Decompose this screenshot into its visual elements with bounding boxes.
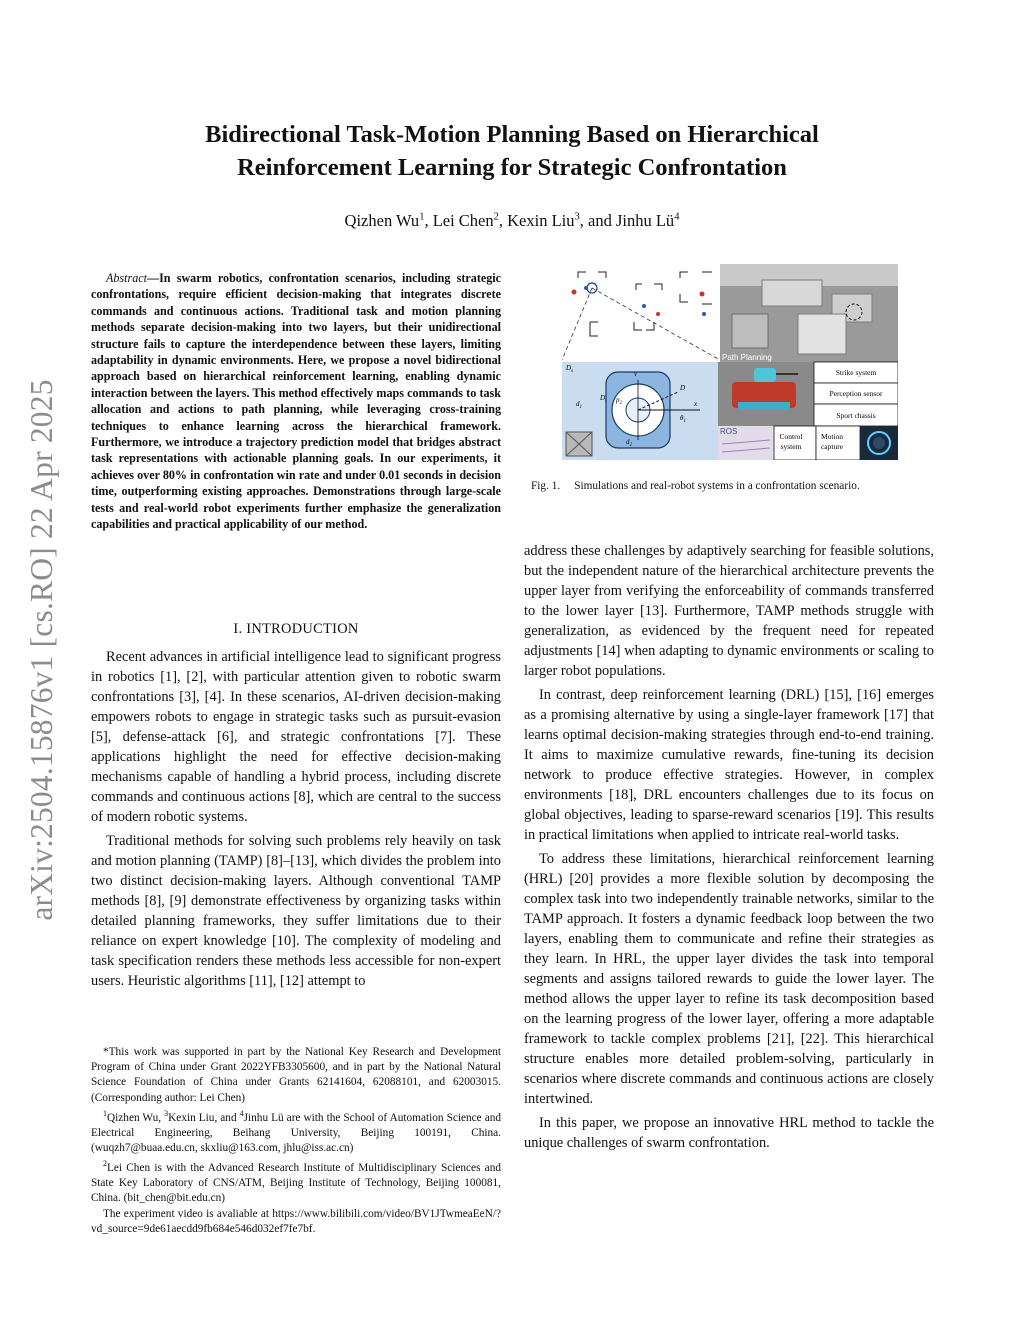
abstract-dash: — <box>146 271 160 285</box>
robot-turret <box>754 368 776 382</box>
paragraph: Traditional methods for solving such problems rely heavily on task and motion planning (TAMP) [8]–[13], which divides the problem into two distinct decision-making layers. Although conventional TAMP methods [8], [9] demonstrate effectiveness by organizing tasks within detailed planning frameworks, they suffer limitations due to their reliance on expert knowledge [10]. The complexity of modeling and task specification renders these methods less accessible for non-expert users. Heuristic algorithms [11], [12] attempt to <box>91 833 501 989</box>
abstract <box>91 270 501 533</box>
motion-label-1: Motion <box>820 432 844 441</box>
author-sep: , <box>498 211 508 230</box>
dvec-label: D <box>680 384 686 392</box>
author-mark: 1 <box>419 211 425 223</box>
d1-label: $d_1$ <box>576 400 582 410</box>
footnote-text: Lei Chen is with the Advanced Research Institute of Multidisciplinary Sciences and State Key Laboratory of CNS/ATM, Beijing Institute of Technology, Beijing 100081, China. (bit_chen@bit.edu.cn) <box>91 1161 501 1205</box>
author-list <box>100 211 924 231</box>
title-line-2: Reinforcement Learning for Strategic Confrontation <box>237 154 787 181</box>
x-label: x <box>694 400 698 408</box>
author-mark: 4 <box>674 211 680 223</box>
paragraph: Recent advances in artificial intelligence lead to significant progress in robotics [1], [2], with particular attention given to robotic swarm confrontations [3], [4]. In these scenarios, AI-driven decision-making empowers robots to engage in strategic tasks such as pursuit-evasion [5], defense-attack [6], and strategic confrontations [7]. These applications highlight the need for effective decision-making mechanisms capable of handling a hybrid process, including discrete commands and continuous actions [8], which are central to the success of modern robotic systems. <box>91 649 501 825</box>
arxiv-stamp <box>12 340 72 960</box>
author-mark: 3 <box>574 211 580 223</box>
author-name: Qizhen Wu <box>344 211 420 230</box>
blue-robot-marker <box>642 304 646 308</box>
abstract-label: Abstract <box>106 271 147 285</box>
footnote-mark: 1 <box>103 1108 107 1118</box>
red-robot-marker <box>656 312 660 316</box>
footnote-support: *This work was supported in part by the National Key Research and Development Program of China under Grant 2022YFB3305600, and in part by the National Natural Science Foundation of China under Grants 62141604, 62088101, and 62003015. (Corresponding author: Lei Chen) <box>91 1046 501 1104</box>
abstract-text: In swarm robotics, confrontation scenarios, including strategic confrontations, require efficient decision-making that integrates discrete commands and continuous actions. Traditional task and motion planning methods separate decision-making into two layers, but their unidirectional structure fails to capture the interdependence between these layers, limiting adaptability in dynamic environments. Here, we propose a novel bidirectional approach based on hierarchical reinforcement learning, enabling dynamic interaction between the layers. This method effectively maps commands to task allocation and actions to path planning, while leveraging cross-training techniques to enhance learning across the hierarchical framework. Furthermore, we introduce a trajectory prediction model that bridges abstract task representations with actionable planning goals. In our experiments, it achieves over 80% in confrontation win rate and under 0.01 seconds in decision time, outperforming existing approaches. Demonstrations through large-scale tests and real-world robot experiments further emphasize the generalization capabilities and practical applicability of our method. <box>91 271 501 532</box>
ds-label: $D_s$ <box>566 364 574 374</box>
author-mark: 2 <box>493 211 499 223</box>
strike-label: Strike system <box>835 368 877 377</box>
paragraph: address these challenges by adaptively searching for feasible solutions, but the independent nature of the hierarchical architecture prevents the upper layer from verifying the enforceability of commands transferred to the lower layer [13]. Furthermore, TAMP methods struggle with generalization, as evidenced by the frequent need for repeated adjustments [14] when adapting to dynamic environments or scaling to larger robot populations. <box>524 543 934 679</box>
sim-panel <box>562 264 720 362</box>
footnote-text: Kexin Liu, and <box>168 1111 240 1124</box>
author-name: Jinhu Lü <box>615 211 675 230</box>
ros-label: ROS <box>720 427 738 436</box>
perception-label: Perception sensor <box>829 389 883 398</box>
paragraph: In this paper, we propose an innovative HRL method to tackle the unique challenges of swarm confrontation. <box>524 1115 934 1151</box>
footnote-text: Jinhu Lü are with the School of Automation Science and Electrical Engineering, Beihang University, Beijing 100191, China. (wuqzh7@buaa.edu.cn, skxliu@163.com, jhlu@iss.ac.cn) <box>91 1111 502 1154</box>
footnote-affiliation-2 <box>91 1156 501 1206</box>
blue-robot-marker <box>702 312 706 316</box>
caption-text: Simulations and real-robot systems in a confrontation scenario. <box>574 480 860 492</box>
motion-label-2: capture <box>820 442 844 451</box>
control-label-2: system <box>780 442 802 451</box>
figure-caption <box>531 480 931 492</box>
footnote-affiliation-1 <box>91 1106 501 1156</box>
paragraph: In contrast, deep reinforcement learning (DRL) [15], [16] emerges as a promising alternative by using a single-layer framework [17] that learns optimal decision-making strategies through end-to-end training. It aims to maximize cumulative rewards, fine-tuning its decision network to produce effective strategies. However, in complex environments [18], DRL encounters challenges due to its focus on global objectives, leading to sparse-reward scenarios [19]. This results in practical limitations when applied to intricate real-world tasks. <box>524 687 934 843</box>
author-sep: , and <box>579 211 616 230</box>
p-label: $p_2$ <box>616 396 622 406</box>
right-column-body <box>524 541 934 1157</box>
title-line-1: Bidirectional Task-Motion Planning Based on Hierarchical <box>205 121 819 148</box>
section-heading: I. INTRODUCTION <box>233 621 359 637</box>
arxiv-id: arXiv:2504.15876v1 [cs.RO] 22 Apr 2025 <box>24 379 59 921</box>
v-label: v <box>634 370 638 378</box>
figure-1 <box>562 264 898 460</box>
footnote-mark: 2 <box>103 1159 107 1169</box>
theta-label: $\theta_1$ <box>680 414 686 424</box>
path-planning-label: Path Planning <box>722 353 772 362</box>
control-label-1: Control <box>779 432 803 441</box>
author-name: Kexin Liu <box>507 211 575 230</box>
red-robot-marker <box>700 292 705 297</box>
left-column-body <box>91 647 501 995</box>
d2-label: $d_2$ <box>626 438 632 448</box>
di-label: $D_i$ <box>600 394 607 404</box>
red-robot-marker <box>572 290 577 295</box>
paragraph: To address these limitations, hierarchical reinforcement learning (HRL) [20] provides a more flexible solution by decomposing the complex task into two independently trainable networks, similar to the TAMP approach. It fosters a dynamic feedback loop between the two layers, enabling them to communicate and refine their strategies as they learn. In HRL, the upper layer divides the task into temporal segments and assigns tailored rewards to guide the lower layer. The method allows the upper layer to refine its task decomposition based on the learning progress of the lower layer, offering a more adaptable framework to tackle complex problems [21], [22]. This hierarchical structure enables more detailed problem-solving, particularly in scenarios where discrete commands and continuous actions are closely intertwined. <box>524 851 934 1107</box>
footnote-video: The experiment video is avaliable at https://www.bilibili.com/video/BV1JTwmeaEeN/?vd_source=9de61aecdd9fb684e546d032ef7fe7bf. <box>91 1207 501 1235</box>
chassis-label: Sport chassis <box>836 411 876 420</box>
caption-number: Fig. 1. <box>531 480 561 492</box>
footnote-text: Qizhen Wu, <box>107 1111 165 1124</box>
blue-robot-marker <box>584 286 588 290</box>
footnote-mark: 4 <box>239 1108 244 1118</box>
footnotes <box>91 1045 501 1237</box>
author-name: Lei Chen <box>432 211 494 230</box>
footnote-mark: 3 <box>164 1108 169 1118</box>
paper-title <box>100 118 924 184</box>
author-sep: , <box>424 211 433 230</box>
figure-illustration <box>562 264 898 460</box>
